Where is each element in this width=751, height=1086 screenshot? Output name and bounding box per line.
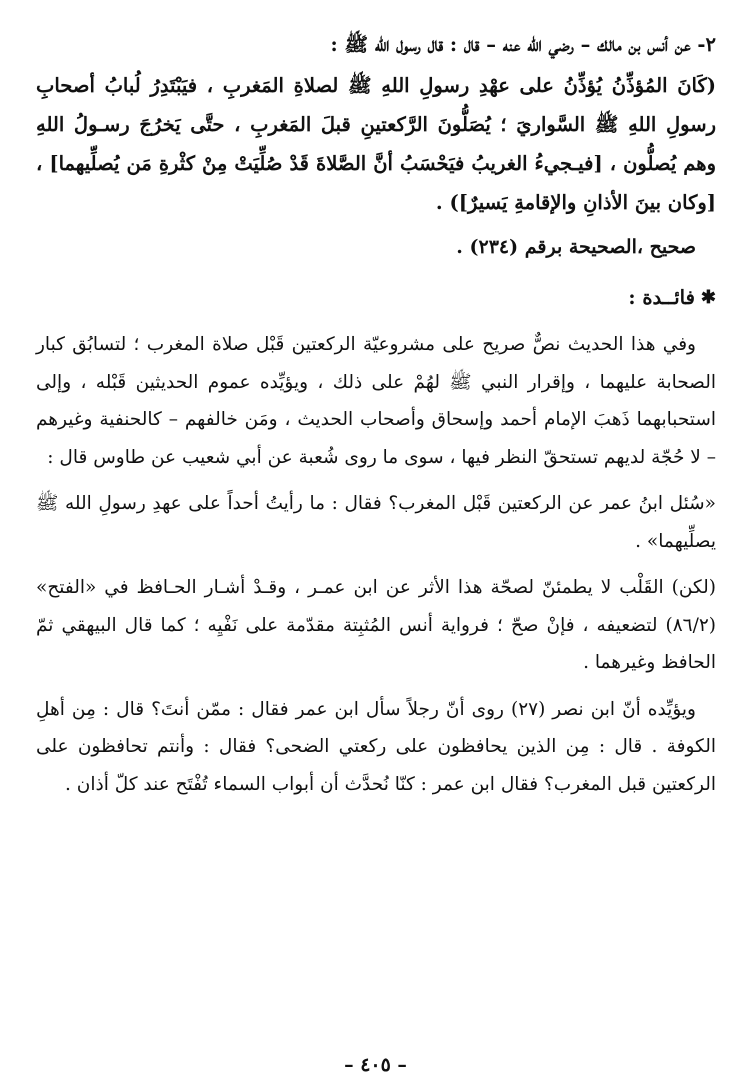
page-content xyxy=(36,28,716,1058)
page-number: – ٤٠٥ – xyxy=(344,1054,407,1076)
hadith-heading: ٢- عن أنس بن مالك – رضي الله عنه – قال : قال رسول الله ﷺ : xyxy=(330,33,716,56)
hadith-text: (كَانَ المُؤذِّنُ يُؤذِّنُ على عهْدِ رسولِ اللهِ ﷺ لصلاةِ المَغربِ ، فيَبْتَدِرُ لُبابُ أصحابِ رسولِ اللهِ ﷺ السَّواريَ ؛ يُصَلُّونَ الرَّكعتينِ قبلَ المَغربِ ، حتَّى يَخرُجَ رسـولُ اللهِ وهم يُصلُّون ، [فيـجيءُ الغريبُ فيَحْسَبُ أنَّ الصَّلاةَ قَدْ صُلِّيَتْ مِنْ كثْرةِ مَن يُصلِّيهما] ، [وكان بينَ الأذانِ والإقامةِ يَسيرٌ]) . xyxy=(36,74,716,214)
benefit-heading-label: فائــدة : xyxy=(628,286,695,309)
hadith-grade: صحيح ،الصحيحة برقم (٢٣٤) . xyxy=(456,236,696,258)
benefit-paragraph-1: وفي هذا الحديث نصٌّ صريح على مشروعيّة الركعتين قَبْل صلاة المغرب ؛ لتسابُق كبار الصحابة عليهما ، وإقرار النبي ﷺ لهُمْ على ذلك ، ويؤيِّده عموم الحديثين قَبْله ، وإلى استحبابهما ذَهبَ الإمام أحمد وإسحاق وأصحاب الحديث ، ومَن خالفهم – كالحنفية وغيرهم – لا حُجّة لديهم تستحقّ النظر فيها ، سوى ما روى شُعبة عن أبي شعيب عن طاوس قال : xyxy=(36,334,716,468)
benefit-heading xyxy=(36,282,716,314)
benefit-paragraph-2: «سُئل ابنُ عمر عن الركعتين قَبْل المغرب؟ فقال : ما رأيتُ أحداً على عهدِ رسولِ الله ﷺ يصلِّيهما» . xyxy=(36,493,716,552)
benefit-paragraph-4: ويؤيِّده أنّ ابن نصر (٢٧) روى أنّ رجلاً سأل ابن عمر فقال : ممّن أنتَ؟ قال : مِن أهلِ الكوفة . قال : مِن الذين يحافظون على ركعتي الضحى؟ فقال : وأنتم تحافظون على الركعتين قبل المغرب؟ فقال ابن عمر : كنّا نُحدَّث أن أبواب السماء تُفْتَح عند كلّ أذان . xyxy=(36,698,716,795)
asterisk-icon: ✱ xyxy=(700,287,716,308)
benefit-paragraph-3: (لكن) القَلْب لا يطمئنّ لصحّة هذا الأثر عن ابن عمـر ، وقـدْ أشـار الحـافظ في «الفتح» (٨٦/٢) لتضعيفه ، فإنْ صحّ ؛ فرواية أنس المُثبِتة مقدّمة على نَفْيِه ؛ كما قال البيهقي ثمّ الحافظ وغيرهما . xyxy=(36,577,716,673)
